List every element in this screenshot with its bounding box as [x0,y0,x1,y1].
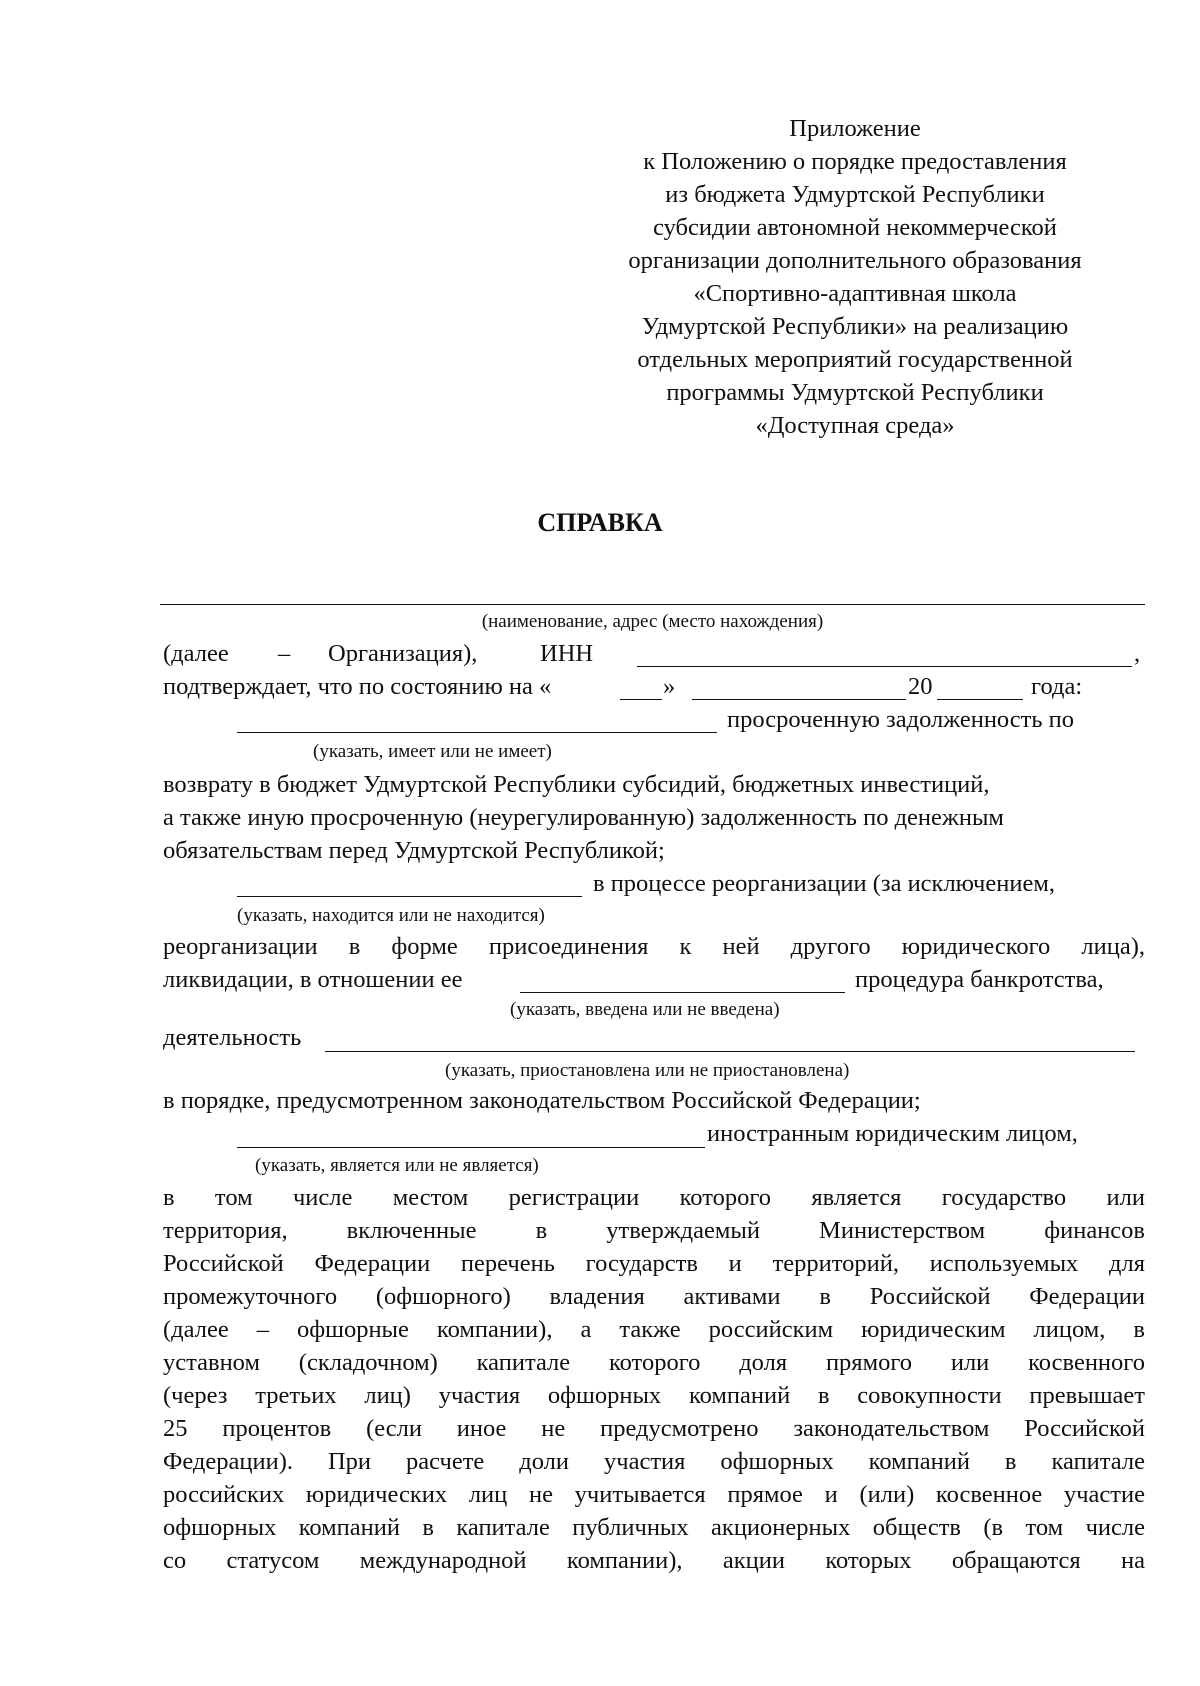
org-word-2: – [278,640,291,667]
year-suffix: года: [1031,673,1083,700]
appendix-line: программы Удмуртской Республики [666,379,1044,406]
quote-close: » [663,673,676,700]
appendix-line: субсидии автономной некоммерческой [653,214,1057,241]
appendix-line: отдельных мероприятий государственной [637,346,1073,373]
para2-line: (далее – офшорные компании), а также российским юридическим лицом, в [163,1316,1145,1343]
para1-text: а также иную просроченную (неурегулированную) задолженность по денежным [163,804,1004,831]
para2-line: в том числе местом регистрации которого является государство или [163,1184,1145,1211]
confirm-text: подтверждает, что по состоянию на « [163,673,552,700]
month-field[interactable] [692,699,906,700]
para1-text: возврату в бюджет Удмуртской Республики субсидий, бюджетных инвестиций, [163,771,990,798]
appendix-line: Удмуртской Республики» на реализацию [641,313,1069,340]
bankrupt-text: процедура банкротства, [855,966,1104,993]
para2-line: 25 процентов (если иное не предусмотрено законодательством Российской [163,1415,1145,1442]
foreign-field[interactable] [237,1147,705,1148]
debt-field[interactable] [237,732,717,733]
hint-bankrupt: (указать, введена или не введена) [510,999,780,1020]
para2-line: уставном (складочном) капитале которого доля прямого или косвенного [163,1349,1145,1376]
para2-line: офшорных компаний в капитале публичных акционерных обществ (в том числе [163,1514,1145,1541]
reorg-field[interactable] [237,896,582,897]
hint-reorg: (указать, находится или не находится) [237,905,545,926]
activity-field[interactable] [325,1051,1135,1052]
year-field[interactable] [937,699,1023,700]
hint-debt: (указать, имеет или не имеет) [313,741,552,762]
para2-line: со статусом международной компании), акции которых обращаются на [163,1547,1145,1574]
inn-label: ИНН [540,640,594,667]
org-word-3: Организация), [328,640,478,667]
appendix-line: «Спортивно-адаптивная школа [693,280,1017,307]
para2-line: промежуточного (офшорного) владения активами в Российской Федерации [163,1283,1145,1310]
page-title: СПРАВКА [537,508,663,537]
appendix-line: организации дополнительного образования [628,247,1082,274]
hint-foreign: (указать, является или не является) [255,1155,539,1176]
liq-text: ликвидации, в отношении ее [163,966,463,993]
para1-line [163,806,1145,831]
foreign-text: иностранным юридическим лицом, [707,1120,1078,1147]
para2-line: российских юридических лиц не учитывается прямое и (или) косвенное участие [163,1481,1145,1508]
org-word-1: (далее [163,640,229,667]
bankrupt-field[interactable] [520,992,845,993]
para2-line: (через третьих лиц) участия офшорных компаний в совокупности превышает [163,1382,1145,1409]
para2-line: территория, включенные в утверждаемый Министерством финансов [163,1217,1145,1244]
appendix-line: из бюджета Удмуртской Республики [665,181,1045,208]
appendix-line: Приложение [789,115,921,142]
hint-activity: (указать, приостановлена или не приостановлена) [445,1060,850,1081]
inn-comma: , [1134,640,1141,667]
para1-line [163,773,1145,798]
para2-line: Российской Федерации перечень государств и территорий, используемых для [163,1250,1145,1277]
reorg-text: в процессе реорганизации (за исключением, [593,870,1055,897]
hint-name: (наименование, адрес (место нахождения) [481,611,824,632]
order-line: в порядке, предусмотренном законодательством Российской Федерации; [163,1087,921,1114]
appendix-line: «Доступная среда» [755,412,955,439]
para1-line: обязательствам перед Удмуртской Республикой; [163,837,665,864]
year-prefix: 20 [908,673,933,700]
day-field[interactable] [620,699,662,700]
appendix-line: к Положению о порядке предоставления [643,148,1067,175]
org-name-field[interactable] [160,604,1145,605]
para2-line: Федерации). При расчете доли участия офшорных компаний в капитале [163,1448,1145,1475]
activity-text: деятельность [163,1024,302,1051]
reorg-line-2: реорганизации в форме присоединения к ней другого юридического лица), [163,933,1145,960]
inn-field[interactable] [637,666,1132,667]
debt-text: просроченную задолженность по [727,706,1075,733]
